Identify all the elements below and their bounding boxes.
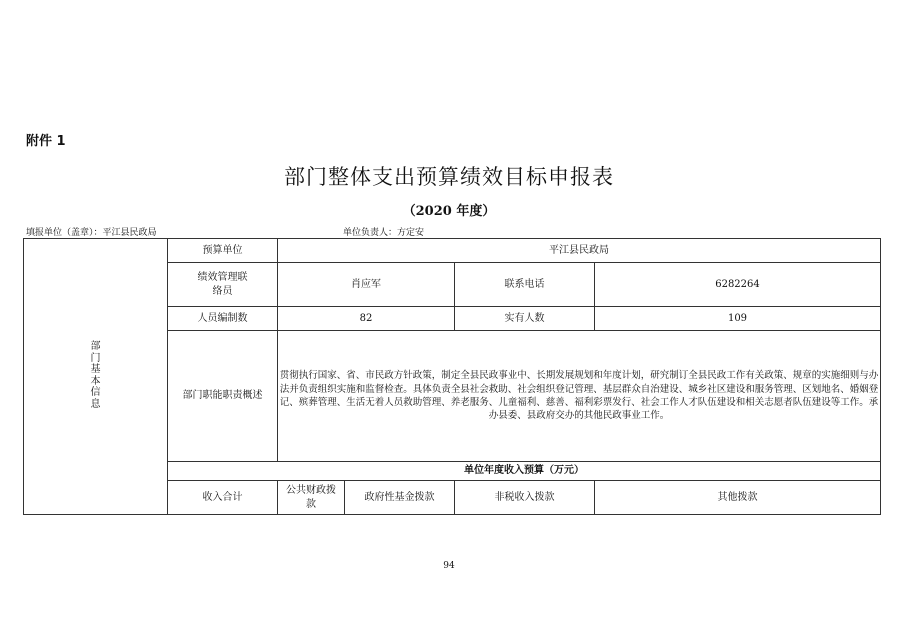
income-other-label: 其他拨款 (595, 481, 881, 515)
section-label: 部门基本信息 (90, 341, 101, 410)
actual-staff-value: 109 (595, 307, 881, 331)
budget-unit-value: 平江县民政局 (278, 239, 881, 263)
phone-value: 6282264 (595, 263, 881, 307)
actual-staff-label: 实有人数 (455, 307, 595, 331)
staff-quota-label: 人员编制数 (168, 307, 278, 331)
section-label-cell (24, 239, 168, 515)
contact-value: 肖应军 (278, 263, 455, 307)
year-subtitle: （2020 年度） (402, 204, 496, 219)
budget-unit-label: 预算单位 (168, 239, 278, 263)
income-total-label: 收入合计 (168, 481, 278, 515)
attachment-label: 附件 1 (26, 134, 66, 149)
contact-label: 绩效管理联络员 (168, 263, 278, 307)
table-row (24, 239, 881, 263)
income-nontax-label: 非税收入拨款 (455, 481, 595, 515)
income-gov-fund-label: 政府性基金拨款 (345, 481, 455, 515)
filler-unit: 填报单位（盖章）：平江县民政局 (26, 228, 157, 238)
income-public-label: 公共财政拨款 (278, 481, 345, 515)
responsible-person: 单位负责人：方定安 (343, 228, 425, 238)
page-title: 部门整体支出预算绩效目标申报表 (284, 165, 614, 189)
staff-quota-value: 82 (278, 307, 455, 331)
page-number: 94 (443, 561, 455, 571)
duties-text: 贯彻执行国家、省、市民政方针政策，制定全县民政事业中、长期发展规划和年度计划，研究制订全县民政工作有关政策、规章的实施细则与办法并负责组织实施和监督检查。具体负责全县社会救助、社会组织登记管理、基层群众自治建设、城乡社区建设和服务管理、区划地名、婚姻登记、殡葬管理、生活无着人员救助管理、养老服务、儿童福利、慈善、福利彩票发行、社会工作人才队伍建设和相关志愿者队伍建设等工作。承办县委、县政府交办的其他民政事业工作。 (278, 331, 881, 462)
income-header: 单位年度收入预算（万元） (168, 462, 881, 481)
performance-target-table (23, 238, 881, 515)
phone-label: 联系电话 (455, 263, 595, 307)
duties-label: 部门职能职责概述 (168, 331, 278, 462)
